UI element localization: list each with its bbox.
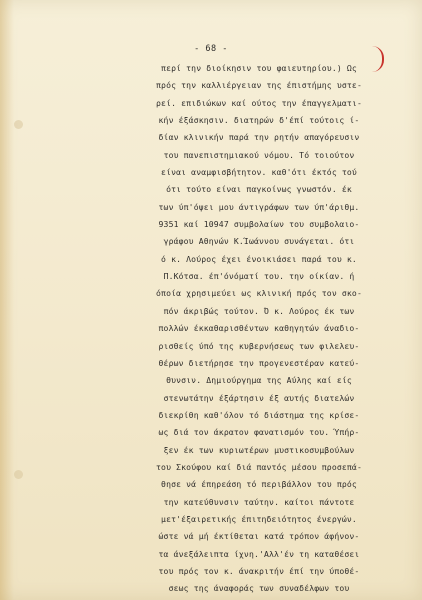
page-stain bbox=[0, 0, 14, 600]
text-line: ώστε νά μή έκτίθεται κατά τρόπον άφήνον- bbox=[158, 531, 360, 542]
text-line: θυνσιν. Δημιούργημα της Αύλης καί είς bbox=[166, 375, 352, 386]
text-line: πόν άκριβώς τούτον. Ό κ. Λούρος έκ των bbox=[163, 305, 355, 316]
text-line: είναι αναμφισβήτητον. καθ'ότι έκτός τού bbox=[161, 167, 357, 178]
text-line: μετ'έξαιρετικής έπιτηδειότητος ένεργών. bbox=[161, 513, 357, 524]
text-line: στενωτάτην έξάρτησιν έξ αυτής διατελών bbox=[163, 392, 355, 403]
typewritten-text bbox=[100, 60, 418, 598]
text-line: ό κ. Λούρος έχει ένοικιάσει παρά του κ. bbox=[161, 253, 357, 264]
text-line: σεως της άναφοράς των συναδέλφων του bbox=[168, 583, 350, 594]
text-line: ότι τούτο είναι παγκοίνως γνωστόν. έκ bbox=[166, 184, 352, 195]
punch-hole bbox=[14, 120, 23, 129]
text-line: πρός την καλλιέργειαν της έπιστήμης υστε- bbox=[156, 80, 362, 91]
text-line: Π.Κότσα. έπ'όνόματί του. την οίκίαν. ή bbox=[163, 271, 355, 282]
text-line: κήν έξάσκησιν. διατηρών δ'έπί τούτοις ί- bbox=[158, 115, 360, 126]
page-number: - 68 - bbox=[194, 44, 228, 54]
text-line: την κατεύθυνσιν ταύτην. καίτοι πάντοτε bbox=[163, 496, 355, 507]
text-line: ξεν έκ των κυριωτέρων μυστικοσυμβούλων bbox=[163, 444, 355, 455]
text-line: διεκρίθη καθ'όλον τό διάστημα της κρίσε- bbox=[158, 409, 360, 420]
text-line: θέρων διετήρησε την προγενεστέραν κατεύ- bbox=[158, 357, 360, 368]
text-line: ως διά τον άκρατον φανατισμόν του. Ύπήρ- bbox=[158, 427, 360, 438]
text-line: του πρός τον κ. άνακριτήν έπί την ύποθέ- bbox=[158, 565, 360, 576]
text-line: περί την διοίκησιν του φαιευτηρίου.) Ως bbox=[161, 63, 357, 73]
text-line: τα άνεξάλειπτα ίχνη.'Αλλ'έν τη καταθέσει bbox=[158, 548, 360, 559]
text-line: των ύπ'όψει μου άντιγράφων των ύπ'άριθμ. bbox=[158, 201, 360, 212]
punch-hole bbox=[14, 470, 23, 479]
text-line: δίαν κλινικήν παρά την ρητήν απαγόρευσιν bbox=[158, 132, 360, 143]
text-line: θησε νά έπηρεάση τό περιβάλλον του πρός bbox=[161, 479, 357, 490]
text-line: του Σκούφου καί διά παντός μέσου προσεπά- bbox=[156, 461, 362, 472]
text-line: του πανεπιστημιακού νόμου. Τό τοιούτον bbox=[163, 149, 355, 160]
text-line: 9351 καί 10947 συμβολαίων του συμβολαιο- bbox=[158, 219, 360, 230]
text-line: ρεί. επιδιώκων καί ούτος την έπαγγελματι- bbox=[156, 97, 362, 108]
text-line: γράφου Αθηνών Κ.Ίωάννου συνάγεται. ότι bbox=[163, 236, 355, 247]
text-line: όποία χρησιμεύει ως κλινική πρός τον σκο- bbox=[156, 288, 362, 299]
text-line: ρισθείς ύπό της κυβερνήσεως των φιλελευ- bbox=[158, 340, 360, 351]
text-line: πολλών έκκαθαρισθέντων καθηγητών άναδιο- bbox=[158, 323, 360, 334]
